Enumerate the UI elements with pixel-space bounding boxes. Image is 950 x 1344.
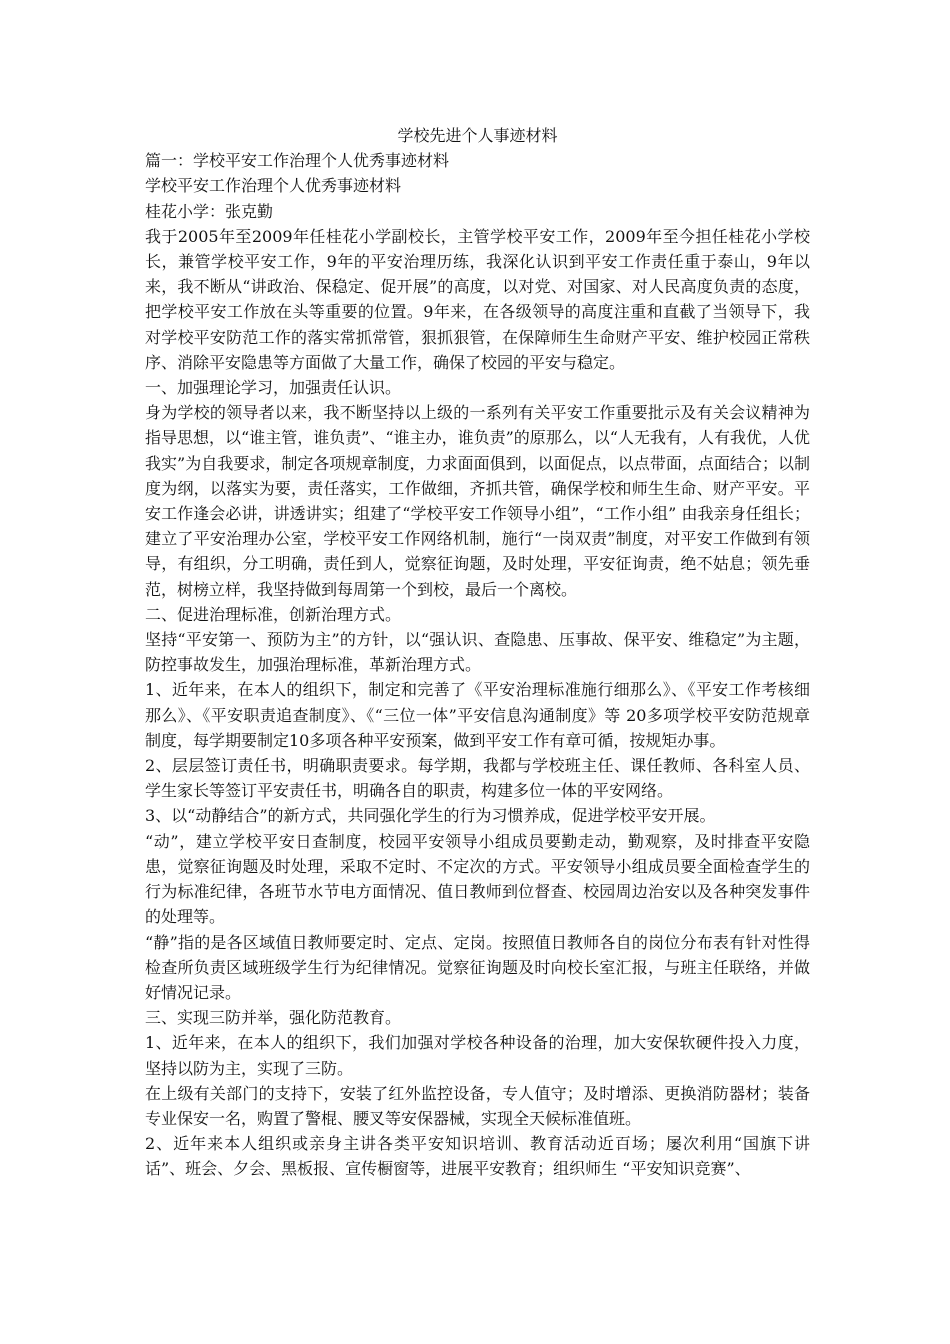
section-3-item-1: 1、近年来，在本人的组织下，我们加强对学校各种设备的治理，加大安保软硬件投入力度，坚持以防为主，实现了三防。 [145,1033,810,1078]
section-3-support: 在上级有关部门的支持下，安装了红外监控设备，专人值守；及时增添、更换消防器材；装备专业保安一名，购置了警棍、腰叉等安保器械，实现全天候标准值班。 [145,1083,810,1128]
section-2-jing: “静”指的是各区域值日教师要定时、定点、定岗。按照值日教师各自的岗位分布表有针对性得检查所负责区域班级学生行为纪律情况。觉察征询题及时向校长室汇报，与班主任联络，并做好情况记录。 [145,932,810,1002]
subtitle-chapter-one: 篇一：学校平安工作治理个人优秀事迹材料 [145,151,450,171]
document-title: 学校先进个人事迹材料 [397,126,558,145]
section-heading-2: 二、促进治理标准，创新治理方式。 [145,604,402,624]
section-1-paragraph: 身为学校的领导者以来，我不断坚持以上级的一系列有关平安工作重要批示及有关会议精神为指导思想，以“谁主管，谁负责”、“谁主办，谁负责”的原那么，以“人无我有，人有我优，人优我实”为自我要求，制定各项规章制度，力求面面俱到，以面促点，以点带面，点面结合；以制度为纲，以落实为要，责任落实，工作做细，齐抓共管，确保学校和师生生命、财产平安。平安工作逢会必讲，讲透讲实；组建了“学校平安工作领导小组”，“工作小组” 由我亲身任组长；建立了平安治理办公室，学校平安工作网络机制，施行“一岗双责”制度，对平安工作做到有领导，有组织，分工明确，责任到人，觉察征询题，及时处理，平安征询责，绝不姑息；领先垂范，树榜立样，我坚持做到每周第一个到校，最后一个离校。 [145,403,810,599]
section-2-item-2: 2、层层签订责任书，明确职责要求。每学期，我都与学校班主任、课任教师、各科室人员、学生家长等签订平安责任书，明确各自的职责，构建多位一体的平安网络。 [145,756,810,801]
section-2-item-1: 1、近年来，在本人的组织下，制定和完善了《平安治理标准施行细那么》、《平安工作考核细那么》、《平安职责追查制度》、《“三位一体”平安信息沟通制度》等 20多项学校平安防范规章制度，每学期要制定10多项各种平安预案，做到平安工作有章可循，按规矩办事。 [145,680,810,750]
subtitle-material: 学校平安工作治理个人优秀事迹材料 [145,176,402,196]
section-heading-1: 一、加强理论学习，加强责任认识。 [145,378,402,398]
section-3-item-2: 2、近年来本人组织或亲身主讲各类平安知识培训、教育活动近百场；屡次利用“国旗下讲话”、班会、夕会、黑板报、宣传橱窗等，进展平安教育；组织师生 “平安知识竞赛”、 [145,1134,810,1179]
section-heading-3: 三、实现三防并举，强化防范教育。 [145,1008,402,1028]
section-2-dong: “动”，建立学校平安日查制度，校园平安领导小组成员要勤走动，勤观察，及时排查平安隐患，觉察征询题及时处理，采取不定时、不定次的方式。平安领导小组成员要全面检查学生的行为标准纪律，各班节水节电方面情况、值日教师到位督查、校园周边治安以及各种突发事件的处理等。 [145,831,810,927]
intro-paragraph: 我于2005年至2009年任桂花小学副校长，主管学校平安工作，2009年至今担任桂花小学校长，兼管学校平安工作，9年的平安治理历练，我深化认识到平安工作责任重于泰山，9年以来，我不断从“讲政治、保稳定、促开展”的高度，以对党、对国家、对人民高度负责的态度，把学校平安工作放在头等重要的位置。9年来，在各级领导的高度注重和直截了当领导下，我对学校平安防范工作的落实常抓常管，狠抓狠管，在保障师生生命财产平安、维护校园正常秩序、消除平安隐患等方面做了大量工作，确保了校园的平安与稳定。 [145,226,810,372]
document-body [145,123,810,1182]
section-2-item-3: 3、以“动静结合”的新方式，共同强化学生的行为习惯养成，促进学校平安开展。 [145,806,716,826]
section-2-intro: 坚持“平安第一、预防为主”的方针，以“强认识、查隐患、压事故、保平安、维稳定”为主题，防控事故发生，加强治理标准，革新治理方式。 [145,630,810,675]
author-line: 桂花小学：张克勤 [145,201,274,221]
